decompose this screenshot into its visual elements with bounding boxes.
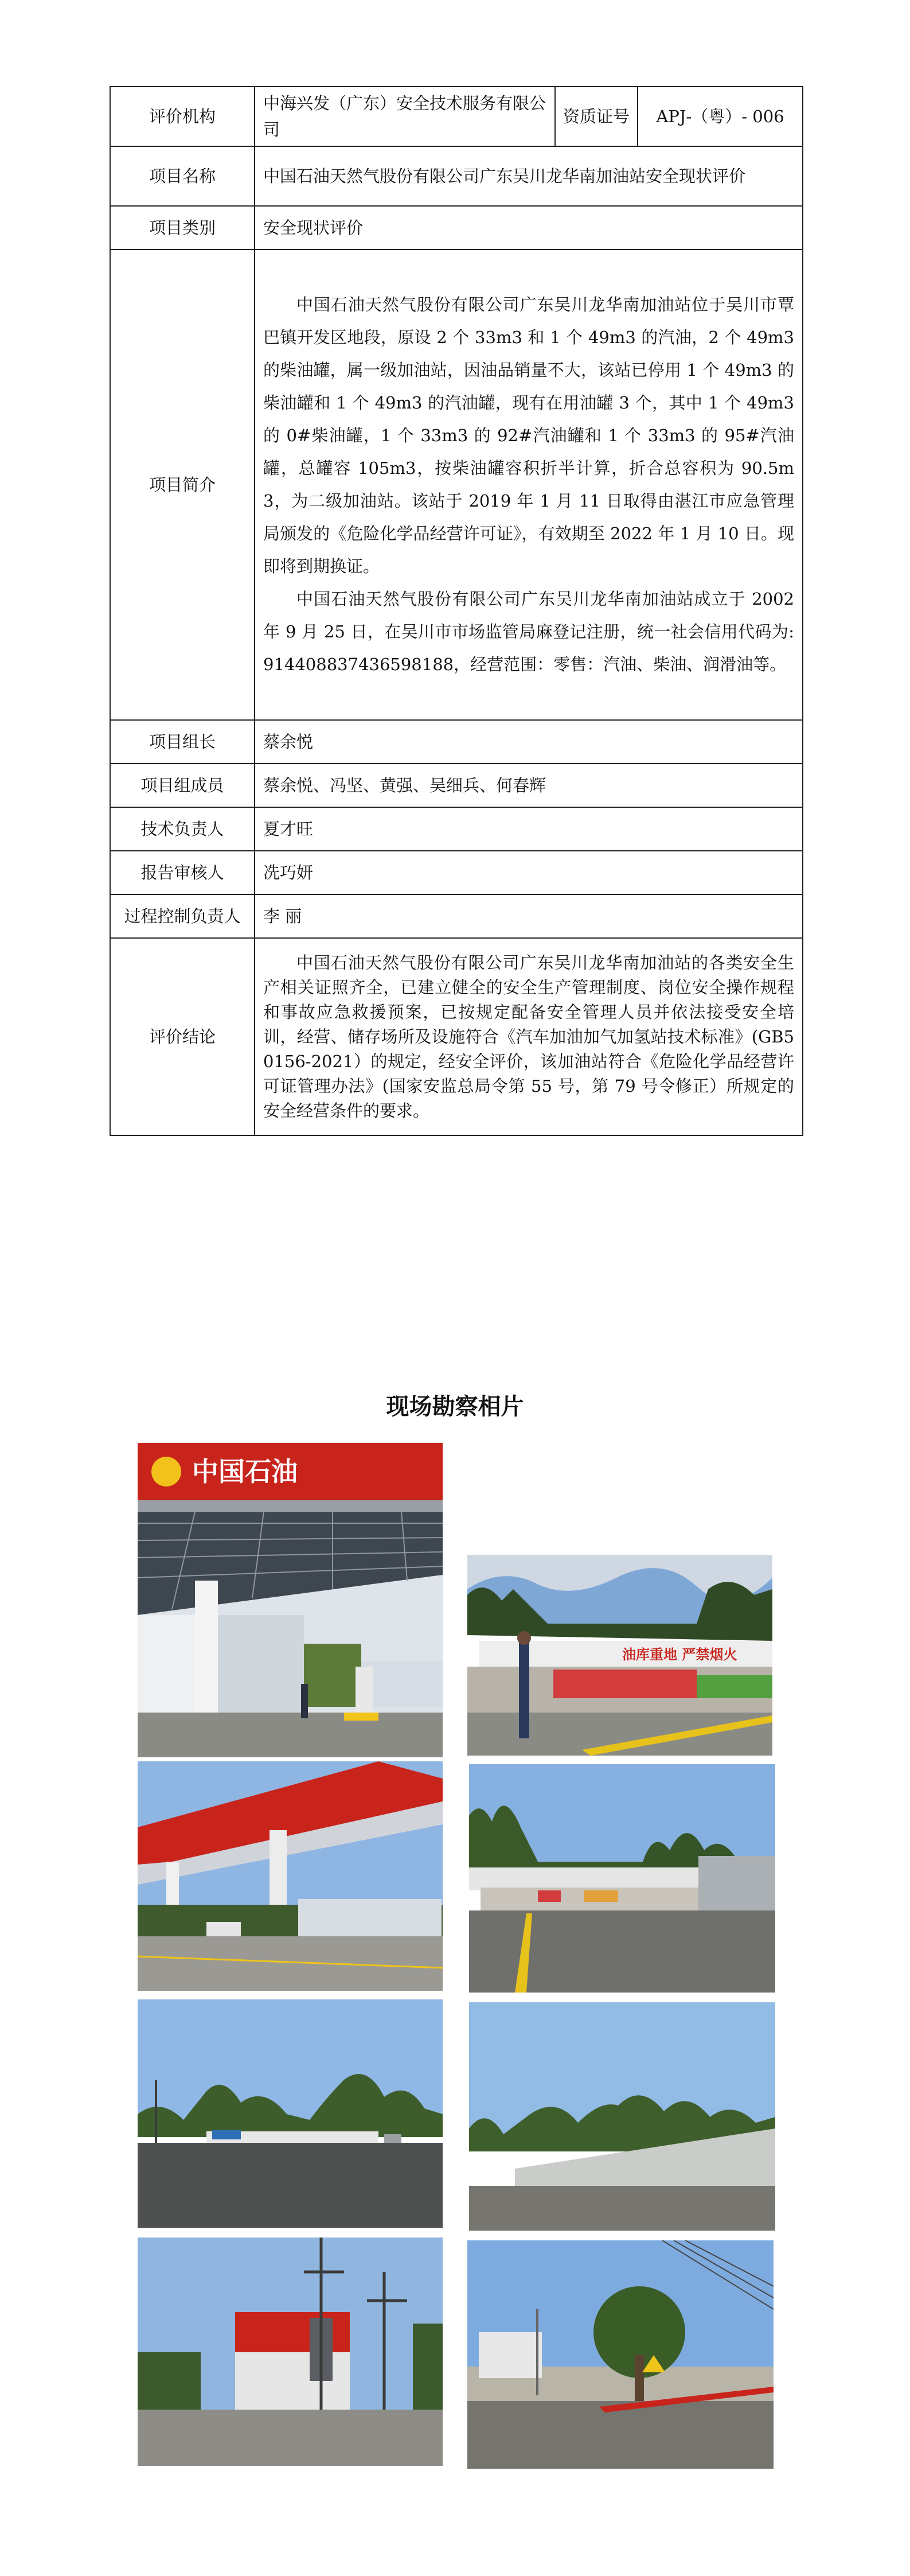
type-value: 安全现状评价 <box>255 206 803 250</box>
site-photo-yard-trees <box>469 1764 775 1993</box>
intro-cell <box>255 250 803 720</box>
process-label: 过程控制负责人 <box>110 894 255 938</box>
leader-value: 蔡余悦 <box>255 720 803 764</box>
site-photo-road-tree <box>467 2240 774 2469</box>
members-value: 蔡余悦、冯坚、黄强、吴细兵、何春辉 <box>255 764 803 807</box>
site-photo-tank-area <box>467 1555 772 1756</box>
members-label: 项目组成员 <box>110 764 255 807</box>
photos-heading: 现场勘察相片 <box>386 1394 524 1420</box>
site-photo-canopy-dispensers <box>138 1761 443 1991</box>
conclusion-label: 评价结论 <box>110 938 255 1135</box>
cert-value: APJ-（粤）- 006 <box>638 87 803 146</box>
name-label: 项目名称 <box>110 146 255 206</box>
project-info-table <box>110 86 803 1136</box>
site-photo-boundary-wall <box>469 2002 775 2231</box>
reviewer-value: 冼巧妍 <box>255 851 803 894</box>
reviewer-label: 报告审核人 <box>110 851 255 894</box>
leader-label: 项目组长 <box>110 720 255 764</box>
site-photo-substation <box>138 2238 443 2466</box>
conclusion-text: 中国石油天然气股份有限公司广东吴川龙华南加油站的各类安全生产相关证照齐全，已建立健全的安全生产管理制度、岗位安全操作规程和事故应急救援预案，已按规定配备安全管理人员并依法接受安全培训，经营、储存场所及设施符合《汽车加油加气加氢站技术标准》(GB50156-2021）的规定，经安全评价，该加油站符合《危险化学品经营许可证管理办法》(国家安监总局令第 55 号，第 79 号令修正）所规定的安全经营条件的要求。 <box>263 952 794 1120</box>
slogan-wall-text: 油库重地 严禁烟火 <box>622 1647 737 1663</box>
intro-paragraph-1: 中国石油天然气股份有限公司广东吴川龙华南加油站位于吴川市覃巴镇开发区地段，原设 2 个 33m3 和 1 个 49m3 的汽油，2 个 49m3 的柴油罐，属一级加油站，因油品销量不大，该站已停用 1 个 49m3 的柴油罐和 1 个 49m3 的汽油罐，现有在用油罐 3 个，其中 1 个 49m3 的 0#柴油罐，1 个 33m3 的 92#汽油罐和 1 个 33m3 的 95#汽油罐，总罐容 105m3，按柴油罐容积折半计算，折合总容积为 90.5m3，为二级加油站。该站于 2019 年 1 月 11 日取得由湛江市应急管理局颁发的《危险化学品经营许可证》，有效期至 2022 年 1 月 10 日。现即将到期换证。 <box>263 295 794 576</box>
org-label: 评价机构 <box>110 87 255 146</box>
site-photo-open-yard <box>138 1999 443 2228</box>
process-value: 李 丽 <box>255 894 803 938</box>
site-photo-canopy-entrance <box>138 1443 443 1757</box>
intro-paragraph-2: 中国石油天然气股份有限公司广东吴川龙华南加油站成立于 2002 年 9 月 25 日，在吴川市市场监管局麻登记注册，统一社会信用代码为:914408837436598188，经营范围：零售：汽油、柴油、润滑油等。 <box>263 589 794 674</box>
petrochina-sign-text: 中国石油 <box>192 1456 298 1487</box>
tech-label: 技术负责人 <box>110 807 255 851</box>
org-value: 中海兴发（广东）安全技术服务有限公司 <box>255 87 555 146</box>
conclusion-cell <box>255 938 803 1135</box>
type-label: 项目类别 <box>110 206 255 250</box>
tech-value: 夏才旺 <box>255 807 803 851</box>
name-value: 中国石油天然气股份有限公司广东吴川龙华南加油站安全现状评价 <box>255 146 803 206</box>
cert-label: 资质证号 <box>555 87 638 146</box>
intro-label: 项目简介 <box>110 250 255 720</box>
